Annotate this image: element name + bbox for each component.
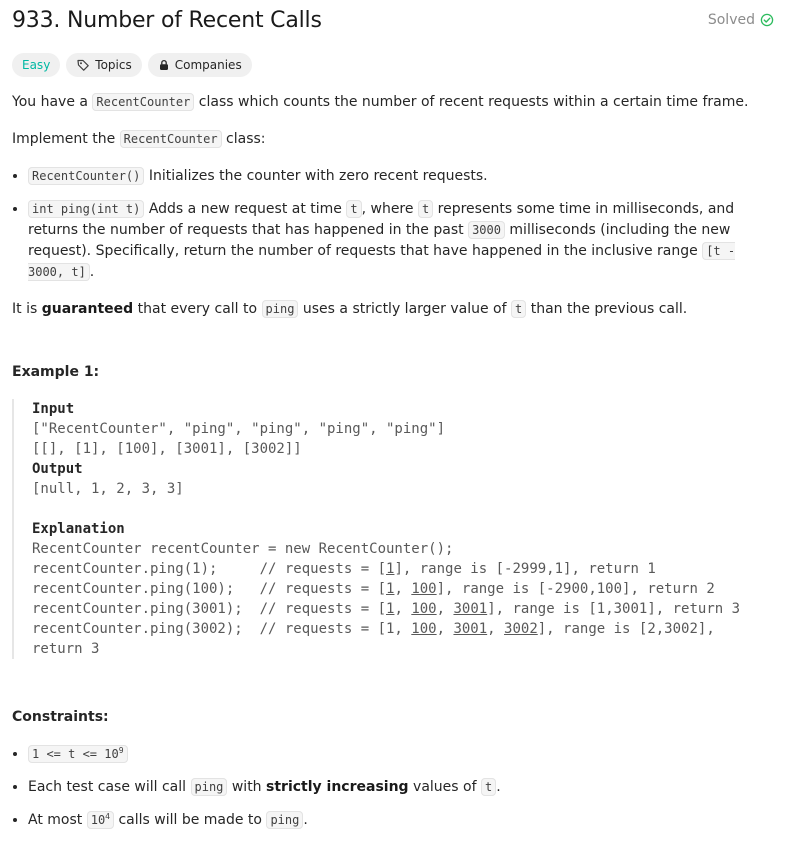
constraints-list: [12, 744, 762, 831]
companies-tag[interactable]: [148, 53, 252, 77]
tag-bar: [12, 53, 252, 77]
t-code: t: [481, 778, 496, 796]
problem-title: 933. Number of Recent Calls: [12, 8, 322, 33]
ping-code: ping: [262, 300, 299, 318]
intro-paragraph: You have a RecentCounter class which counts the number of recent requests within a certain time frame.: [12, 94, 749, 110]
solved-label: Solved: [707, 12, 755, 28]
t-code: t: [511, 300, 526, 318]
window-code: 3000: [468, 221, 505, 239]
lock-icon: [158, 59, 170, 71]
ping-code: ping: [191, 778, 228, 796]
problem-description: [12, 92, 762, 847]
constructor-code: RecentCounter(): [28, 167, 144, 185]
ping-code: ping: [266, 811, 303, 829]
class-name-code: RecentCounter: [120, 130, 222, 148]
topics-label: Topics: [95, 58, 132, 72]
difficulty-label: Easy: [22, 58, 51, 72]
range-code: [t - 3000, t]: [28, 244, 736, 279]
class-name-code: RecentCounter: [92, 93, 194, 111]
calls-limit-code: $10^4$: [87, 811, 114, 829]
constraint-range-code: $1 <= t <= 10^9$: [28, 745, 128, 763]
difficulty-tag[interactable]: [12, 53, 60, 77]
companies-label: Companies: [174, 58, 242, 72]
example-block: Input ["RecentCounter", "ping", "ping", "ping", "ping"] [[], [1], [100], [3001], [3002]] Output [null, 1, 2, 3, 3] Explanation RecentCounter recentCounter = new RecentCounter(); recentCounter.ping(1); // requests = [1], range is [-2999,1], return 1 recentCounter.ping(100); // requests = [1, 100], range is [-2900,100], return 2 recentCounter.ping(3001); // requests = [1, 100, 3001], range is [1,3001], return 3 recentCounter.ping(3002); // requests = [1, 100, 3001, 3002], range is [2,3002], return 3: [12, 399, 762, 659]
constraints-heading: Constraints:: [12, 709, 109, 725]
guarantee-paragraph: It is guaranteed that every call to ping uses a strictly larger value of t than the previous call.: [12, 301, 688, 317]
example-heading: Example 1:: [12, 364, 100, 380]
list-item: [28, 744, 762, 765]
t-code: t: [418, 200, 433, 218]
list-item: • RecentCounter() Initializes the counter with zero recent requests.: [28, 166, 762, 187]
list-item: • int ping(int t) Adds a new request at time t , where t represents some time in milliseconds, and returns the number of requests that has happened in the past 3000 milliseconds (including the new request). Specifically, return the number of requests that have happened in the inclusive range [t - 3000, t] .: [28, 199, 762, 283]
ping-signature-code: int ping(int t): [28, 200, 144, 218]
list-item: • Each test case will call ping with strictly increasing values of t .: [28, 777, 762, 798]
implement-paragraph: Implement the RecentCounter class:: [12, 131, 266, 147]
topics-tag[interactable]: [66, 53, 141, 77]
check-circle-icon: [760, 13, 774, 27]
method-list: [12, 166, 762, 283]
t-code: t: [346, 200, 361, 218]
list-item: • At most $10^4$ calls will be made to ping .: [28, 810, 762, 831]
solved-status: [708, 12, 774, 28]
tag-icon: [76, 58, 90, 72]
